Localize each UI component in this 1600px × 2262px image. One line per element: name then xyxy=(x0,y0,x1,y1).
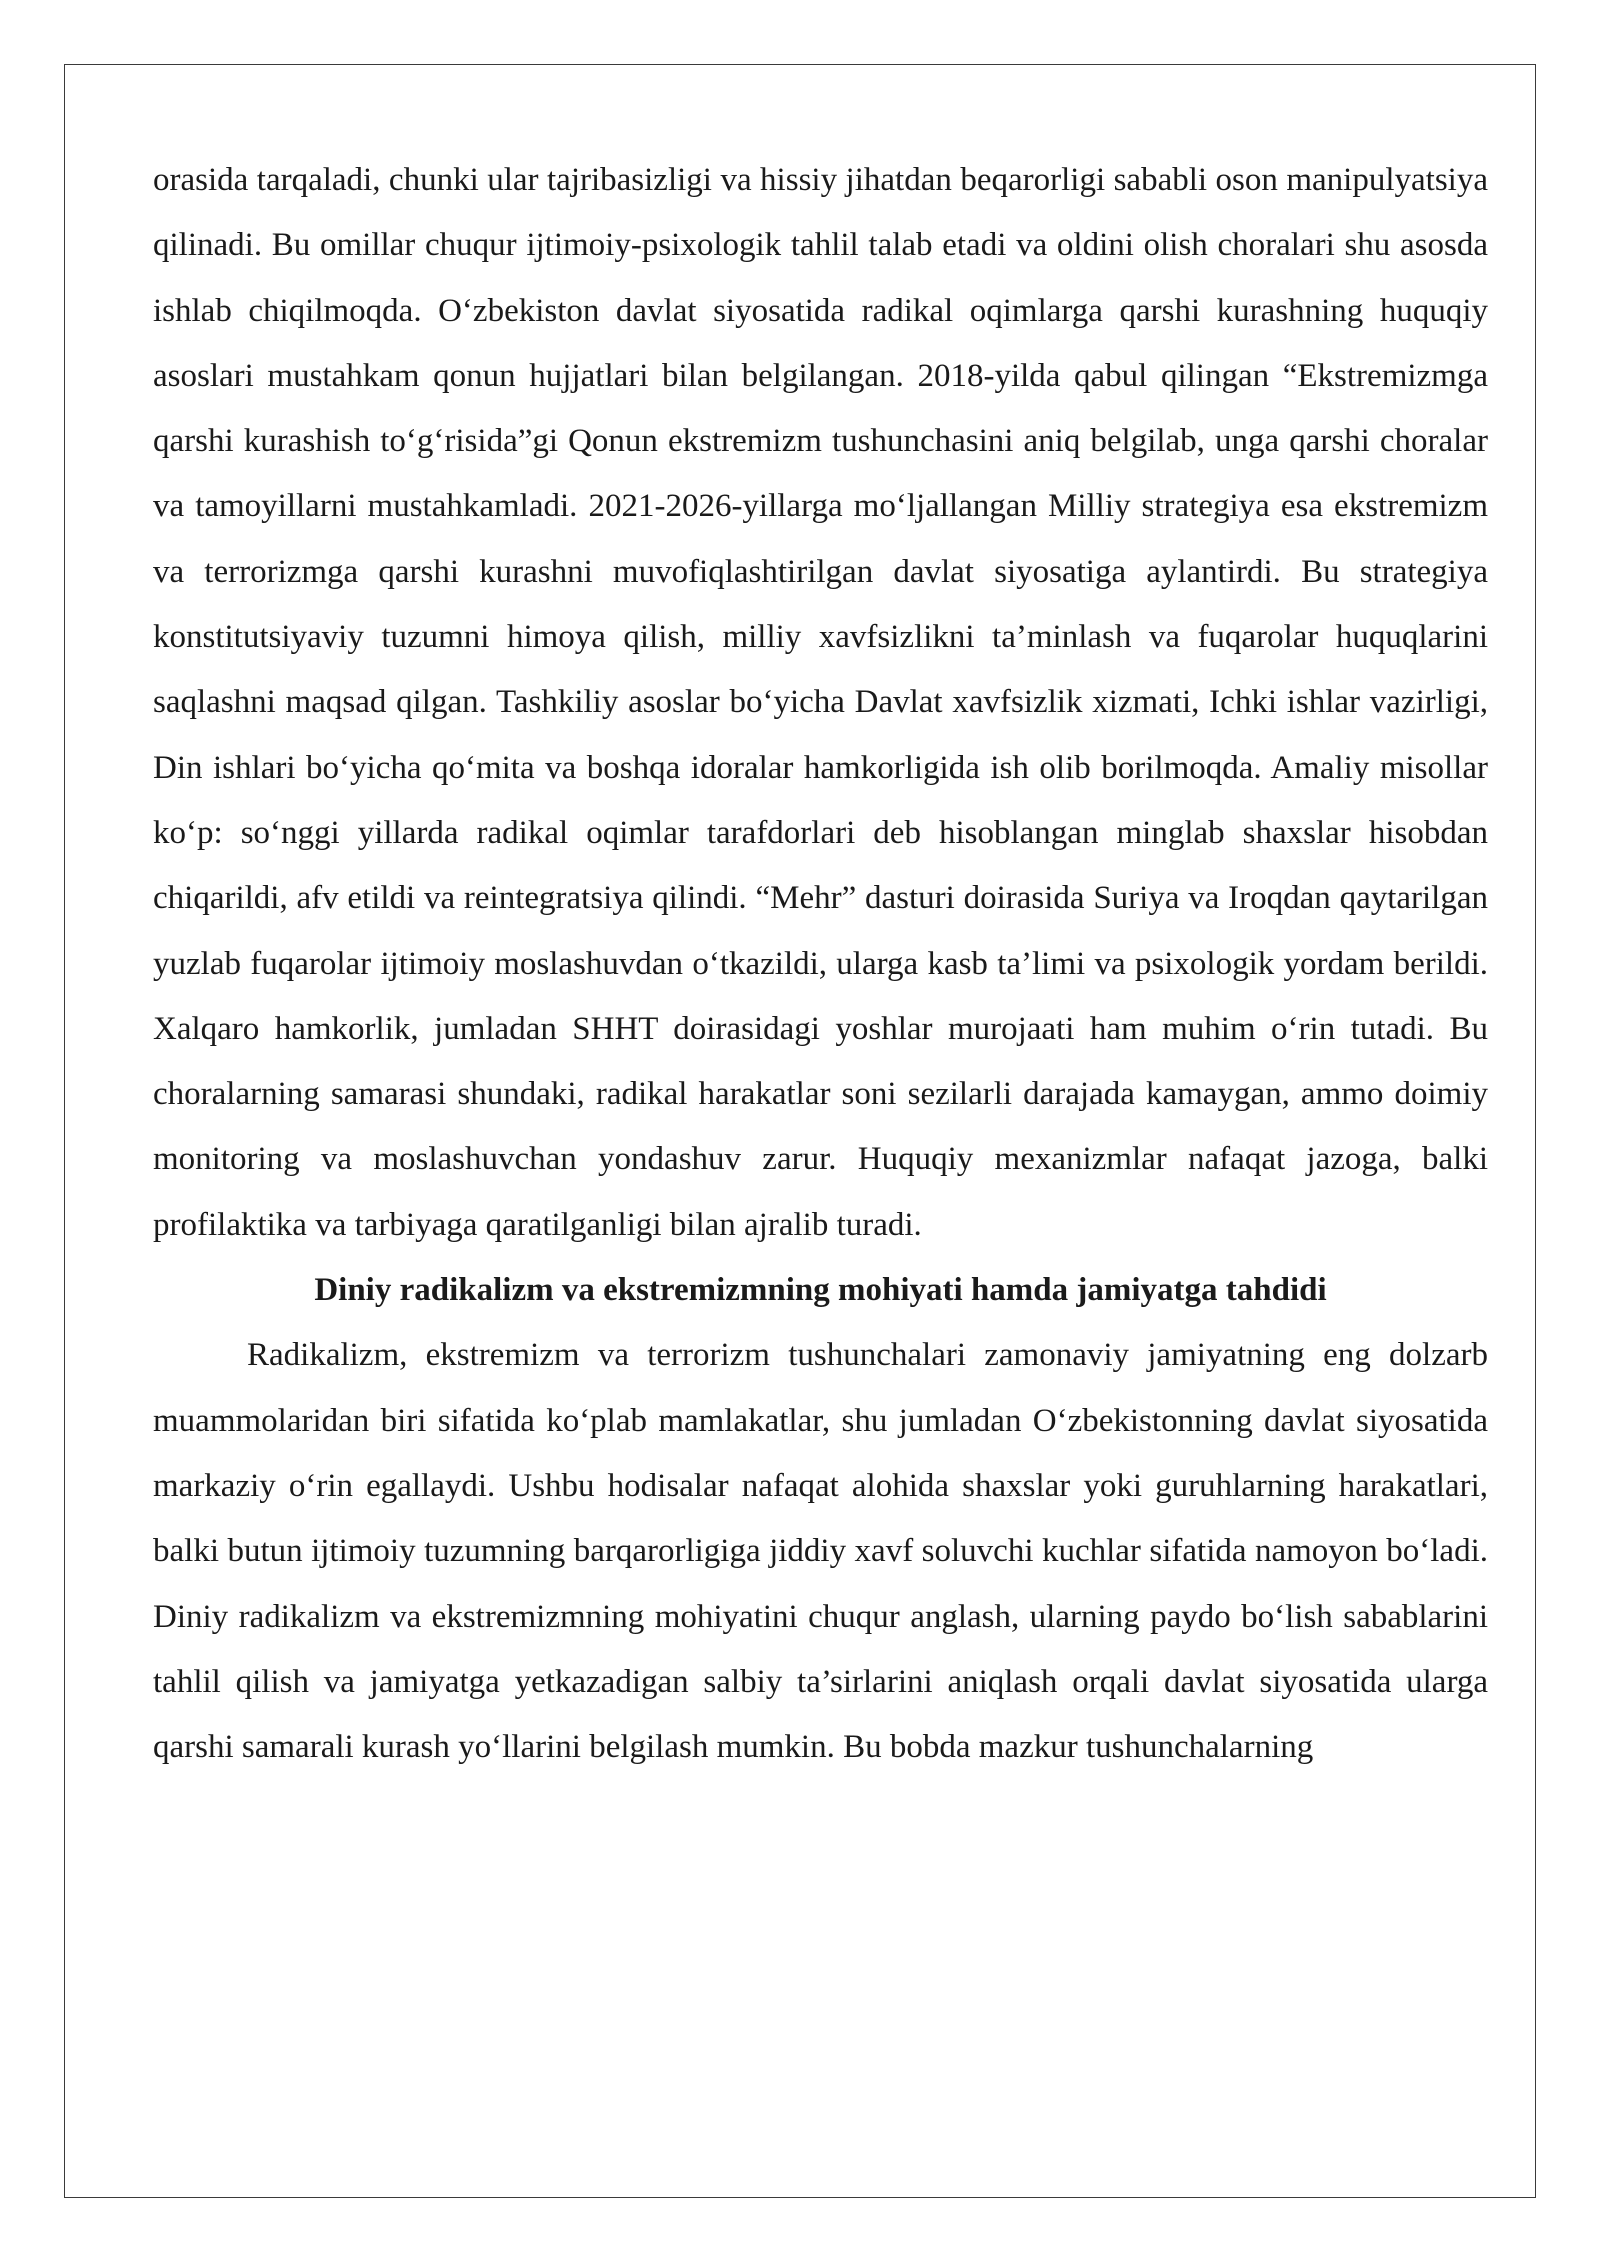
section-paragraph: Radikalizm, ekstremizm va terrorizm tushunchalari zamonaviy jamiyatning eng dolzarb muammolaridan biri sifatida ko‘plab mamlakatlar, shu jumladan O‘zbekistonning davlat siyosatida markaziy o‘rin egallaydi. Ushbu hodisalar nafaqat alohida shaxslar yoki guruhlarning harakatlari, balki butun ijtimoiy tuzumning barqarorligiga jiddiy xavf soluvchi kuchlar sifatida namoyon bo‘ladi. Diniy radikalizm va ekstremizmning mohiyatini chuqur anglash, ularning paydo bo‘lish sabablarini tahlil qilish va jamiyatga yetkazadigan salbiy ta’sirlarini aniqlash orqali davlat siyosatida ularga qarshi samarali kurash yo‘llarini belgilash mumkin. Bu bobda mazkur tushunchalarning xyxy=(153,1337,1488,1766)
section-heading: Diniy radikalizm va ekstremizmning mohiyati hamda jamiyatga tahdidi xyxy=(314,1272,1327,1309)
body-paragraph: orasida tarqaladi, chunki ular tajribasizligi va hissiy jihatdan beqarorligi sababli oson manipulyatsiya qilinadi. Bu omillar chuqur ijtimoiy-psixologik tahlil talab etadi va oldini olish choralari shu asosda ishlab chiqilmoqda. O‘zbekiston davlat siyosatida radikal oqimlarga qarshi kurashning huquqiy asoslari mustahkam qonun hujjatlari bilan belgilangan. 2018-yilda qabul qilingan “Ekstremizmga qarshi kurashish to‘g‘risida”gi Qonun ekstremizm tushunchasini aniq belgilab, unga qarshi choralar va tamoyillarni mustahkamladi. 2021-2026-yillarga mo‘ljallangan Milliy strategiya esa ekstremizm va terrorizmga qarshi kurashni muvofiqlashtirilgan davlat siyosatiga aylantirdi. Bu strategiya konstitutsiyaviy tuzumni himoya qilish, milliy xavfsizlikni ta’minlash va fuqarolar huquqlarini saqlashni maqsad qilgan. Tashkiliy asoslar bo‘yicha Davlat xavfsizlik xizmati, Ichki ishlar vazirligi, Din ishlari bo‘yicha qo‘mita va boshqa idoralar hamkorligida ish olib borilmoqda. Amaliy misollar ko‘p: so‘nggi yillarda radikal oqimlar tarafdorlari deb hisoblangan minglab shaxslar hisobdan chiqarildi, afv etildi va reintegratsiya qilindi. “Mehr” dasturi doirasida Suriya va Iroqdan qaytarilgan yuzlab fuqarolar ijtimoiy moslashuvdan o‘tkazildi, ularga kasb ta’limi va psixologik yordam berildi. Xalqaro hamkorlik, jumladan SHHT doirasidagi yoshlar murojaati ham muhim o‘rin tutadi. Bu choralarning samarasi shundaki, radikal harakatlar soni sezilarli darajada kamaygan, ammo doimiy monitoring va moslashuvchan yondashuv zarur. Huquqiy mexanizmlar nafaqat jazoga, balki profilaktika va tarbiyaga qaratilganligi bilan ajralib turadi. xyxy=(153,162,1488,1243)
document-body xyxy=(153,148,1488,1780)
